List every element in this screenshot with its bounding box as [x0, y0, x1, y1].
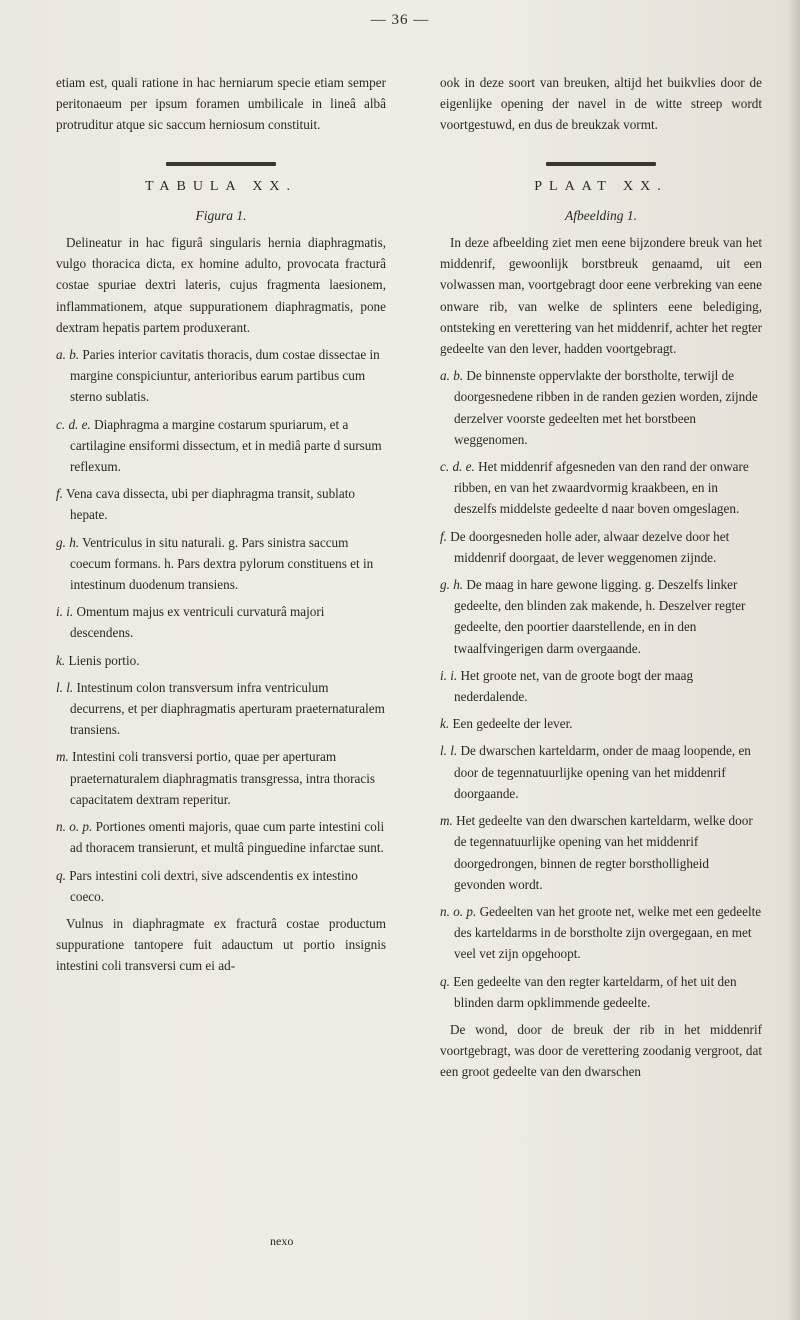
item-text: Het middenrif afgesneden van den rand der onware ribben, en van het zwaardvormig kraakbeen, en in deszelfs middelste gedeelte d naar boven omgeslagen.	[454, 459, 749, 517]
item-text: Gedeelten van het groote net, welke met een gedeelte des karteldarms in de borstholte zijn overgegaan, en met veel vet zijn opgehoopt.	[454, 903, 762, 962]
dutch-item	[440, 456, 762, 520]
latin-item	[56, 601, 386, 643]
latin-item	[56, 414, 386, 478]
section-divider	[166, 162, 276, 166]
item-text: Het gedeelte van den dwarschen karteldarm, welke door de tegennatuurlijke opening van het middenrif doorgedrongen, binnen de regter borstholligheid gevonden wordt.	[454, 813, 753, 892]
item-label: q.	[56, 867, 66, 883]
item-text: Portiones omenti majoris, quae cum parte intestini coli ad thoracem transierunt, et multâ pinguedine infarctae sunt.	[70, 819, 385, 856]
item-label: a. b.	[56, 347, 80, 363]
item-label: l. l.	[440, 743, 458, 759]
latin-description: Delineatur in hac figurâ singularis hernia diaphragmatis, vulgo thoracica dicta, ex homine adulto, provocata fracturâ costae spuriae dextri lateris, cujus fragmenta laesionem, inflammationem, atque suppurationem diaphragmatis, pone dextram hepatis partem produxerant.	[56, 235, 386, 335]
dutch-item	[440, 365, 762, 450]
item-text: Intestinum colon transversum infra ventriculum decurrens, et per diaphragmatis aperturam praeternaturalem transiens.	[70, 679, 385, 738]
item-label: n. o. p.	[56, 819, 93, 835]
dutch-closing: De wond, door de breuk der rib in het middenrif voortgebragt, was door de verettering zoodanig vergroot, dat een groot gedeelte van den dwarschen	[440, 1021, 762, 1080]
item-text: Diaphragma a margine costarum spuriarum, et a cartilagine ensiformi dissectum, et in mediâ parte d sursum reflexum.	[70, 416, 382, 475]
item-label: i. i.	[440, 667, 458, 683]
item-text: Intestini coli transversi portio, quae per aperturam praeternaturalem diaphragmatis transgressa, intra thoracis capacitatem dextram reperitur.	[70, 749, 376, 807]
item-text: Pars intestini coli dextri, sive adscendentis ex intestino coeco.	[69, 867, 358, 904]
item-text: Paries interior cavitatis thoracis, dum costae dissectae in margine conspiciuntur, anterioribus earum partibus cum sterno sublatis.	[70, 347, 380, 405]
section-divider	[546, 162, 656, 166]
dutch-item	[440, 971, 762, 1013]
latin-plate-heading: TABULA XX.	[144, 178, 298, 194]
item-label: q.	[440, 973, 450, 989]
item-label: n. o. p.	[440, 903, 477, 919]
item-text: Omentum majus ex ventriculi curvaturâ majori descendens.	[70, 604, 325, 641]
item-label: c. d. e.	[440, 459, 475, 475]
dutch-item	[440, 713, 762, 734]
item-label: m.	[440, 813, 453, 829]
item-text: Een gedeelte van den regter karteldarm, of het uit den blinden darm opklimmende gedeelte.	[453, 973, 737, 1010]
page-edge-shadow	[786, 0, 800, 1320]
item-label: f.	[440, 528, 447, 544]
item-label: k.	[440, 716, 450, 732]
dutch-column	[440, 72, 762, 1083]
latin-item	[56, 532, 386, 596]
latin-item	[56, 344, 386, 408]
latin-item	[56, 483, 386, 525]
item-text: De doorgesneden holle ader, alwaar dezelve door het middenrif doorgaat, de lever weggenomen zijnde.	[450, 528, 730, 565]
item-text: Het groote net, van de groote bogt der maag nederdalende.	[454, 667, 694, 705]
item-label: f.	[56, 486, 63, 502]
item-text: De maag in hare gewone ligging. g. Deszelfs linker gedeelte, den blinden zak makende, h. Deszelver regter gedeelte, den poortier daarstellende, en in den twaalfvingerigen darm overgaande.	[454, 577, 746, 656]
catchword: nexo	[270, 1234, 294, 1248]
item-text: De binnenste oppervlakte der borstholte, terwijl de doorgesnedene ribben in de randen gezien worden, zijnde derzelver voorste gedeelten met het borstbeen weggenomen.	[454, 368, 758, 447]
item-label: m.	[56, 749, 69, 765]
dutch-intro: ook in deze soort van breuken, altijd het buikvlies door de eigenlijke opening der navel in de witte streep wordt voortgestuwd, en dus de breukzak vormt.	[440, 75, 762, 133]
dutch-plate-heading: PLAAT XX.	[534, 178, 668, 194]
item-label: g. h.	[440, 577, 464, 593]
latin-item	[56, 746, 386, 810]
latin-item	[56, 865, 386, 907]
item-label: g. h.	[56, 534, 80, 550]
latin-intro: etiam est, quali ratione in hac herniarum specie etiam semper peritonaeum per ipsum foramen umbilicale in lineâ albâ protruditur atque sic saccum herniosum constituit.	[56, 75, 386, 133]
dutch-item	[440, 665, 762, 707]
item-label: c. d. e.	[56, 416, 91, 432]
dutch-item	[440, 810, 762, 895]
item-text: Vena cava dissecta, ubi per diaphragma transit, sublato hepate.	[66, 486, 355, 523]
dutch-figure-title: Afbeelding 1.	[565, 207, 637, 223]
dutch-item	[440, 526, 762, 568]
latin-closing: Vulnus in diaphragmate ex fracturâ costae productum suppuratione tantopere fuit adauctum ut portio insignis intestini coli transversi cum ei ad-	[56, 915, 386, 974]
latin-item	[56, 650, 386, 671]
dutch-item	[440, 901, 762, 965]
item-text: Een gedeelte der lever.	[452, 716, 573, 732]
item-label: k.	[56, 652, 66, 668]
item-text: Lienis portio.	[68, 652, 140, 668]
latin-figure-title: Figura 1.	[195, 207, 247, 223]
latin-item	[56, 816, 386, 858]
latin-item	[56, 677, 386, 741]
dutch-description: In deze afbeelding ziet men eene bijzondere breuk van het middenrif, gewoonlijk borstbreuk genaamd, uit een volwassen man, voortgebragt door eene verbreking van eene onware rib, van welke de splinters eene belediging, ontsteking en verettering van het middenrif, achter het regter gedeelte van den lever, hadden voortgebragt.	[440, 235, 762, 357]
item-label: a. b.	[440, 368, 464, 384]
dutch-item	[440, 740, 762, 804]
dutch-item	[440, 574, 762, 659]
item-label: l. l.	[56, 679, 74, 695]
page-number: — 36 —	[370, 12, 430, 28]
latin-column	[56, 72, 386, 977]
item-text: Ventriculus in situ naturali. g. Pars sinistra saccum coecum formans. h. Pars dextra pylorum constituens et in intestinum duodenum transiens.	[70, 534, 374, 593]
item-label: i. i.	[56, 604, 74, 620]
item-text: De dwarschen karteldarm, onder de maag loopende, en door de tegennatuurlijke opening van het middenrif doorgaande.	[454, 743, 751, 801]
